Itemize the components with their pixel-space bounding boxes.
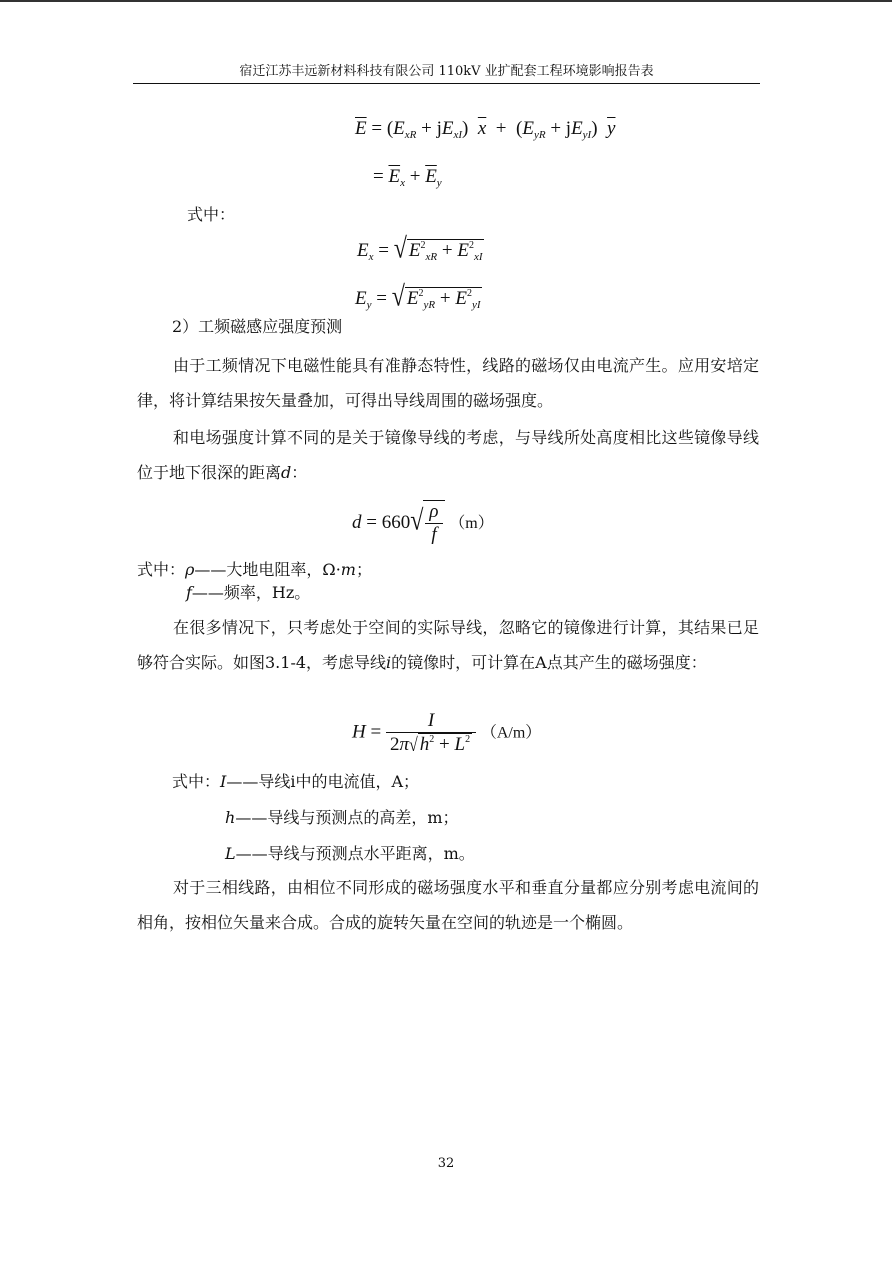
page-header: 宿迁江苏丰远新材料科技有限公司 110kV 业扩配套工程环境影响报告表	[239, 64, 654, 79]
section-heading: 2）工频磁感应强度预测	[172, 317, 343, 336]
equation-ey: $E_y$ = √ $E^2_{yR} + E^2_{yI}$	[355, 281, 481, 313]
paragraph-3-text: 在很多情况下，只考虑处于空间的实际导线，忽略它的镜像进行计算，其结果已足够符合实际。如图3.1-4，考虑导线	[137, 618, 759, 672]
hh-definition	[225, 808, 459, 828]
paragraph-2	[137, 420, 759, 490]
l-desc: ——导线与预测点水平距离，m。	[235, 844, 475, 863]
f-definition	[186, 583, 310, 603]
i-definition	[172, 772, 419, 792]
rho-prefix: 式中：	[137, 560, 186, 579]
where-label-e: 式中：	[187, 205, 236, 224]
rho-unit: m	[340, 560, 356, 579]
f-symbol: f	[186, 583, 192, 602]
paragraph-3	[137, 610, 759, 680]
paragraph-2-var: d	[281, 463, 292, 482]
f-desc: ——频率，Hz。	[191, 583, 311, 602]
l-definition	[225, 844, 475, 864]
equation-h: H = $\frac{I}{2\pi√ h^2 + L^2}$ （A/m）	[352, 710, 542, 756]
rho-desc: ——大地电阻率，Ω·	[194, 560, 341, 579]
header-rule	[133, 83, 760, 84]
rho-end: ；	[355, 560, 372, 579]
i-symbol: I	[220, 772, 227, 791]
l-symbol: L	[225, 844, 236, 863]
equation-e-sum: = $\overline{E}_x + \overline{E}_y$	[373, 166, 442, 189]
d-unit: （m）	[449, 514, 494, 532]
paragraph-2-text: 和电场强度计算不同的是关于镜像导线的考虑，与导线所处高度相比这些镜像导线位于地下很深的距离	[137, 428, 759, 482]
h-unit: （A/m）	[480, 724, 542, 742]
page-number: 32	[437, 1156, 455, 1171]
hh-desc: ——导线与预测点的高差，m；	[235, 808, 459, 827]
equation-e-vector: $\overline{E} = (E_{xR} + jE_{xI}) \overline{x} + (E_{yR} + jE_{yI})$ $\overline{y}$	[355, 118, 616, 141]
paragraph-3-end: 的镜像时，可计算在A点其产生的磁场强度：	[391, 653, 707, 672]
hh-symbol: h	[225, 808, 236, 827]
paragraph-3-var: i	[386, 653, 392, 672]
paragraph-1: 由于工频情况下电磁性能具有准静态特性，线路的磁场仅由电流产生。应用安培定律，将计算结果按矢量叠加，可得出导线周围的磁场强度。	[137, 356, 759, 410]
top-border	[0, 0, 892, 2]
rho-symbol: ρ	[185, 560, 195, 579]
i-desc: ——导线i中的电流值，A；	[226, 772, 420, 791]
equation-ex: $E_x$ = √ $E^2_{xR} + E^2_{xI}$	[357, 233, 483, 265]
rho-definition	[137, 560, 372, 580]
paragraph-2-end: ：	[291, 463, 308, 482]
equation-d: d = 660√ $\frac{\rho}{f}$ （m）	[352, 501, 494, 545]
i-prefix: 式中：	[172, 772, 221, 791]
paragraph-4: 对于三相线路，由相位不同形成的磁场强度水平和垂直分量都应分别考虑电流间的相角，按相位矢量来合成。合成的旋转矢量在空间的轨迹是一个椭圆。	[137, 878, 759, 932]
